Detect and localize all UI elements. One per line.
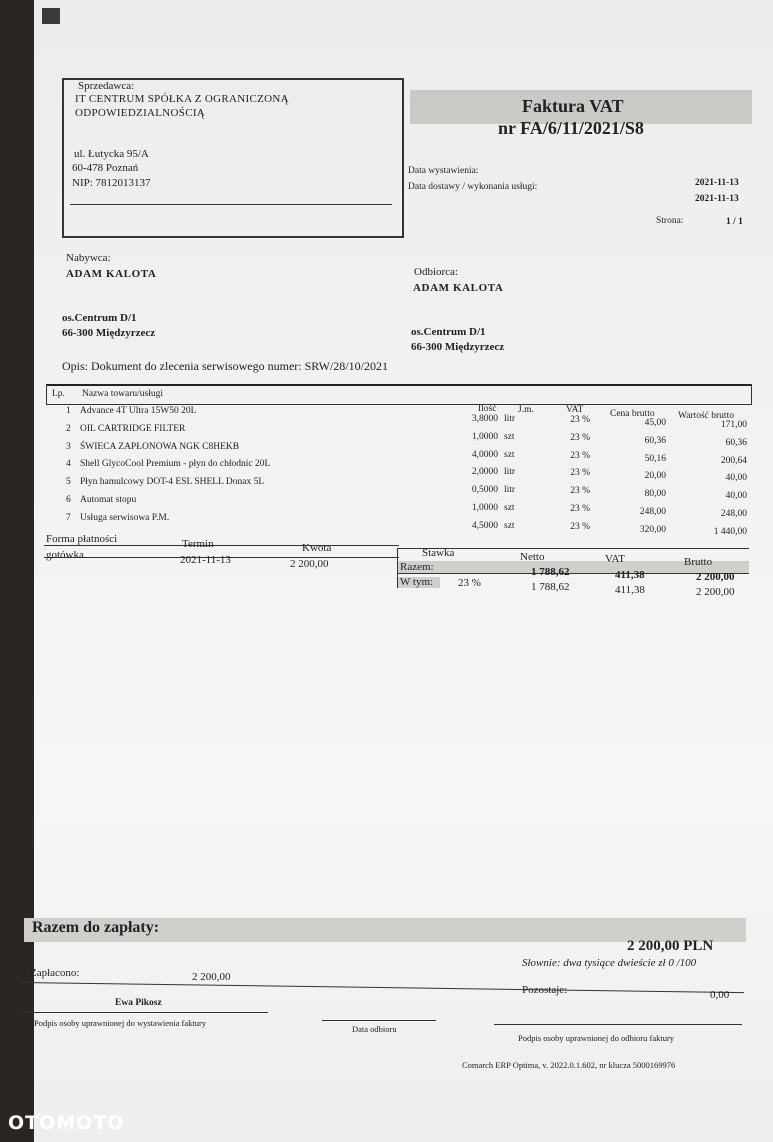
issuer-sign-line [20,1012,268,1013]
cell-lp: 2 [66,423,71,434]
seller-divider [70,204,392,205]
cell-value: 60,36 [725,437,747,448]
cell-value: 171,00 [720,420,747,430]
cell-value: 1 440,00 [713,526,747,537]
due-label: Razem do zapłaty: [32,919,160,936]
receiver-caption: Podpis osoby uprawnionej do odbioru faktury [518,1033,675,1043]
cell-value: 200,64 [720,455,747,466]
payment-top-border [44,545,399,546]
corner-mark [42,8,60,24]
cell-price: 248,00 [639,507,666,517]
cell-lp: 7 [66,512,71,523]
summary-incl-net: 1 788,62 [531,581,570,593]
receiver-sign-line [494,1024,742,1025]
payment-amount-header: Kwota [302,542,332,554]
otomoto-watermark: OTOMOTO [8,1112,125,1134]
cell-vat: 23 % [570,415,590,425]
cell-name: Shell GlycoCool Premium - płyn do chłodnic 20L [80,459,271,470]
buyer-label: Nabywca: [66,252,111,264]
cell-unit: szt [504,503,515,513]
left-amount: 0,00 [710,989,730,1001]
payment-form: gotówka [46,549,84,561]
summary-vat-header: VAT [605,553,625,565]
paid-label: Zapłacono: [30,967,80,979]
col-value: Wartość brutto [678,411,734,421]
cell-name: ŚWIECA ZAPŁONOWA NGK C8HEKB [80,441,240,452]
cell-unit: litr [504,414,516,424]
cell-value: 40,00 [725,491,747,502]
cell-vat: 23 % [570,450,590,461]
summary-total-net: 1 788,62 [531,566,570,578]
cell-qty: 3,8000 [471,414,498,424]
summary-incl-rate: 23 % [458,577,481,589]
seller-city: 60-478 Poznań [72,162,139,174]
items-header-border [46,404,752,405]
summary-total-vat: 411,38 [615,569,645,581]
delivery-date-label: Data dostawy / wykonania usługi: [408,182,538,192]
receipt-date-line [322,1020,436,1021]
cell-qty: 1,0000 [471,503,498,513]
cell-name: Płyn hamulcowy DOT-4 ESL SHELL Donax 5L [80,477,265,488]
cell-vat: 23 % [570,504,590,514]
cell-unit: szt [504,431,515,442]
issuer-caption: Podpis osoby uprawnionej do wystawienia faktury [34,1018,207,1028]
summary-net-header: Netto [520,551,545,563]
left-label: Pozostaje: [522,984,568,996]
due-amount: 2 200,00 PLN [627,938,714,954]
cell-name: Usługa serwisowa P.M. [80,512,170,523]
buyer-name: ADAM KALOTA [66,268,157,280]
cell-unit: litr [504,485,516,496]
cell-name: Automat stopu [80,495,137,505]
paid-amount: 2 200,00 [192,971,231,983]
summary-incl-gross: 2 200,00 [696,586,735,598]
recipient-city: 66-300 Międzyrzecz [411,341,505,353]
cell-vat: 23 % [570,432,590,443]
cell-unit: szt [504,449,515,460]
summary-total-gross: 2 200,00 [696,571,735,583]
summary-total-label: Razem: [400,561,434,573]
amount-in-words: Słownie: dwa tysiące dwieście zł 0 /100 [522,957,697,969]
issuer-name: Ewa Pikosz [115,998,162,1008]
cell-lp: 6 [66,495,71,505]
invoice-title: Faktura VAT [522,96,624,116]
col-price: Cena brutto [610,409,655,419]
seller-label: Sprzedawca: [78,80,135,92]
seller-name-line2: ODPOWIEDZIALNOŚCIĄ [75,107,206,119]
receipt-date-caption: Data odbioru [352,1024,397,1034]
cell-name: OIL CARTRIDGE FILTER [80,423,186,434]
summary-rate-header: Stawka [422,547,455,559]
cell-price: 50,16 [644,453,666,464]
page-label: Strona: [656,216,684,226]
cell-price: 80,00 [644,489,666,500]
cell-unit: litr [504,467,516,478]
delivery-date: 2021-11-13 [695,194,739,204]
col-name: Nazwa towaru/usługi [82,389,163,399]
seller-street: ul. Łutycka 95/A [74,148,149,160]
cell-unit: szt [504,520,515,531]
cell-lp: 4 [66,459,71,470]
cell-value: 248,00 [720,509,747,519]
summary-gross-header: Brutto [684,556,713,568]
col-unit: J.m. [518,405,534,415]
issue-date: 2021-11-13 [695,178,739,188]
recipient-street: os.Centrum D/1 [411,326,486,338]
cell-name: Advance 4T Ultra 15W50 20L [80,406,197,416]
cell-lp: 1 [66,406,71,416]
buyer-city: 66-300 Międzyrzecz [62,327,156,339]
items-top-border [46,384,752,386]
col-vat: VAT [566,405,584,415]
summary-incl-vat: 411,38 [615,584,645,596]
col-lp: Lp. [52,389,65,399]
cell-price: 60,36 [644,435,666,446]
cell-qty: 4,0000 [471,449,498,460]
seller-nip: NIP: 7812013137 [72,177,151,189]
cell-price: 45,00 [644,418,666,428]
cell-qty: 2,0000 [471,467,498,478]
items-left-border [46,384,47,404]
cell-price: 320,00 [639,524,666,535]
buyer-street: os.Centrum D/1 [62,312,137,324]
col-qty: Ilość [478,404,497,414]
cell-qty: 4,5000 [471,520,498,531]
cell-qty: 0,5000 [471,485,498,496]
cell-vat: 23 % [570,468,590,479]
recipient-label: Odbiorca: [414,266,458,278]
cell-value: 40,00 [725,473,747,484]
page-value: 1 / 1 [726,217,743,227]
cell-lp: 5 [66,477,71,488]
seller-name-line1: IT CENTRUM SPÓŁKA Z OGRANICZONĄ [75,93,289,105]
payment-form-header: Forma płatności [46,533,118,545]
payment-amount: 2 200,00 [290,558,329,570]
software-info: Comarch ERP Optima, v. 2022.0.1.602, nr klucza 5000169976 [462,1060,676,1070]
payment-term: 2021-11-13 [180,554,231,566]
description: Opis: Dokument do zlecenia serwisowego numer: SRW/28/10/2021 [62,359,388,373]
items-right-border [751,384,752,404]
cell-vat: 23 % [570,521,590,532]
cell-lp: 3 [66,441,71,452]
payment-term-header: Termin [182,538,214,550]
cell-vat: 23 % [570,486,590,497]
cell-price: 20,00 [644,471,666,482]
invoice-number: nr FA/6/11/2021/S8 [498,118,644,138]
summary-incl-label: W tym: [400,576,434,588]
issue-date-label: Data wystawienia: [408,166,479,176]
cell-qty: 1,0000 [471,431,498,442]
recipient-name: ADAM KALOTA [413,282,504,294]
